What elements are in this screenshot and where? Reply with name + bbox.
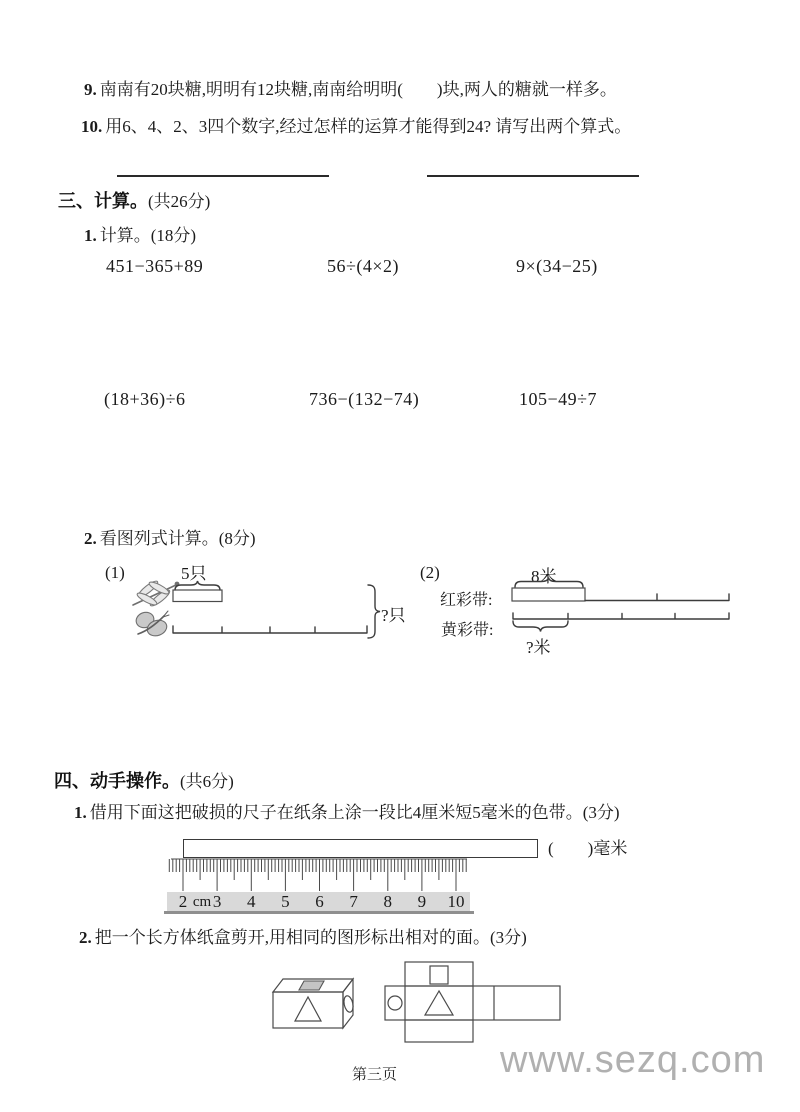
butterfly-icon (134, 610, 169, 639)
figure-2-top-label: 8米 (531, 567, 557, 586)
question-9-text: 南南有20块糖,明明有12块糖,南南给明明( )块,两人的糖就一样多。 (99, 80, 617, 99)
net-bottom-flap (405, 1020, 473, 1042)
figure-1-dragonfly-bar (173, 590, 222, 602)
figure-1-label: (1) (105, 563, 125, 582)
section-3-heading (58, 187, 210, 213)
box-front-triangle (295, 997, 321, 1021)
ruler-numbers (0, 893, 800, 912)
figure-2-diagram (420, 555, 740, 665)
ruler-ticks-svg (160, 855, 480, 897)
figure-2-bottom-brace (513, 621, 568, 632)
net-square-mark (430, 966, 448, 984)
figure-2-red-ribbon-label: 红彩带: (440, 592, 493, 609)
section-4-sub1 (74, 803, 620, 823)
expression-1: 451−365+89 (106, 256, 204, 276)
red-ribbon-line (585, 594, 729, 601)
ruler-number: 8 (383, 892, 392, 911)
section-4-score: (共6分) (180, 772, 234, 791)
ruler-unit-label: cm (192, 894, 212, 910)
ruler-number: 10 (447, 892, 465, 911)
figure-1-question-label: ?只 (381, 606, 406, 625)
question-9-number: 9. (84, 80, 97, 99)
section-3-sub2-text: 看图列式计算。(8分) (99, 529, 256, 548)
section-3-score: (共26分) (148, 192, 211, 211)
ruler-number: 3 (212, 892, 222, 911)
figure-1-diagram (100, 555, 415, 665)
figure-1-butterfly-bar (173, 626, 367, 633)
expression-2: 56÷(4×2) (327, 256, 400, 276)
question-10-text: 用6、4、2、3四个数字,经过怎样的运算才能得到24? 请写出两个算式。 (105, 117, 632, 136)
expression-6: 105−49÷7 (519, 389, 598, 409)
box-3d (273, 979, 354, 1028)
section-4-sub1-text: 借用下面这把破损的尺子在纸条上涂一段比4厘米短5毫米的色带。(3分) (89, 803, 620, 822)
section-3-sub2 (84, 529, 256, 549)
section-4-heading (54, 767, 234, 793)
answer-blank-line-1 (117, 175, 329, 177)
box-net-diagram (260, 950, 575, 1050)
figure-2-label: (2) (420, 563, 440, 582)
section-3-sub1 (84, 226, 196, 246)
section-3-sub1-text: 计算。(18分) (99, 226, 197, 245)
ruler-number: 5 (281, 892, 290, 911)
section-3-title: 三、计算。 (58, 191, 148, 211)
net-circle-mark (388, 996, 402, 1010)
section-4-title: 四、动手操作。 (54, 771, 180, 791)
section-3-sub2-number: 2. (84, 529, 97, 548)
watermark: www.sezq.com (500, 1039, 766, 1081)
question-10-number: 10. (81, 117, 103, 136)
millimeter-answer-blank: ( )毫米 (548, 839, 628, 858)
ruler-number: 7 (349, 892, 358, 911)
question-9 (84, 80, 617, 100)
section-4-sub2 (79, 928, 527, 948)
figure-1-total-brace (368, 585, 380, 638)
figure-2-top-brace (515, 578, 583, 588)
ruler-number: 2 (178, 892, 188, 911)
question-10 (81, 117, 631, 137)
expression-3: 9×(34−25) (516, 256, 598, 276)
ruler-ticks (169, 859, 467, 891)
net-triangle-mark (425, 991, 453, 1015)
figure-2-yellow-ribbon-label: 黄彩带: (441, 622, 494, 639)
expression-5: 736−(132−74) (309, 389, 420, 409)
box-net (385, 962, 560, 1042)
section-4-sub1-number: 1. (74, 803, 87, 822)
expression-4: (18+36)÷6 (104, 389, 186, 409)
figure-1-top-brace (175, 581, 220, 590)
yellow-ribbon-line (513, 613, 729, 619)
box-top-square (299, 981, 324, 990)
figure-2-question-label: ?米 (526, 638, 551, 657)
ruler-number: 4 (247, 892, 256, 911)
section-4-sub2-text: 把一个长方体纸盒剪开,用相同的图形标出相对的面。(3分) (94, 928, 527, 947)
section-4-sub2-number: 2. (79, 928, 92, 947)
figure-1-bar-label: 5只 (181, 564, 207, 583)
red-ribbon-bar (512, 588, 585, 601)
page-number: 第三页 (352, 1067, 398, 1083)
ruler-number: 9 (417, 892, 427, 911)
ruler-number: 6 (315, 892, 324, 911)
answer-blank-line-2 (427, 175, 639, 177)
section-3-sub1-number: 1. (84, 226, 97, 245)
